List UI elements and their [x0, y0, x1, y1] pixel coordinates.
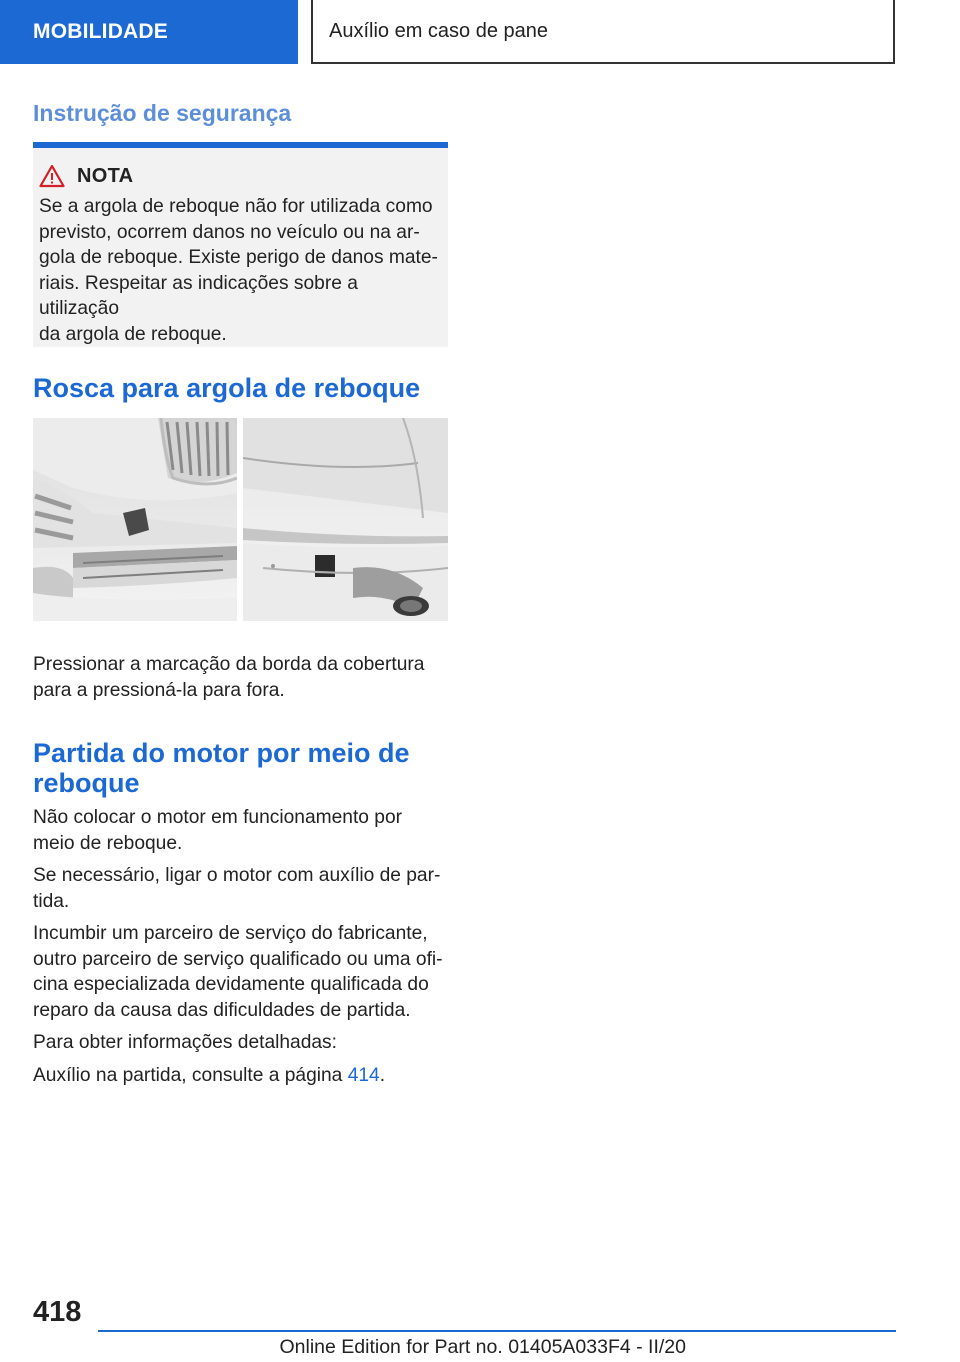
front-bumper-photo	[33, 418, 237, 621]
thread-caption	[33, 652, 448, 703]
paragraph-2	[33, 863, 448, 914]
thread-heading: Rosca para argola de reboque	[33, 373, 421, 403]
p1-line: Não colocar o motor em funcionamento por	[33, 807, 403, 828]
note-text	[39, 194, 442, 347]
p3-line: Incumbir um parceiro de serviço do fabricante,	[33, 923, 428, 944]
p5-end: .	[379, 1064, 386, 1086]
p3-line: cina especializada devidamente qualificada do	[33, 974, 429, 995]
header-section-tab	[0, 0, 298, 64]
note-line: Se a argola de reboque não for utilizada como	[39, 196, 433, 217]
note-box	[33, 148, 448, 347]
header-section-label: MOBILIDADE	[33, 20, 168, 43]
p3-line: outro parceiro de serviço qualificado ou uma ofi-	[33, 948, 443, 970]
paragraph-1	[33, 805, 448, 856]
note-line: da argola de reboque.	[39, 323, 227, 345]
page-reference-link[interactable]: 414	[347, 1064, 380, 1086]
page-number: 418	[33, 1296, 82, 1328]
caption-line: para a pressioná-la para fora.	[33, 679, 285, 701]
p1-line: meio de reboque.	[33, 832, 183, 854]
footer-rule	[98, 1330, 896, 1332]
note-line: riais. Respeitar as indicações sobre a utilização	[39, 272, 358, 319]
paragraph-4: Para obter informações detalhadas:	[33, 1032, 337, 1053]
paragraph-3	[33, 921, 448, 1023]
p2-line: tida.	[33, 890, 70, 912]
caption-line: Pressionar a marcação da borda da cobertura	[33, 654, 425, 675]
note-header	[39, 164, 442, 188]
p3-line: reparo da causa das dificuldades de partida.	[33, 999, 411, 1021]
p2-line: Se necessário, ligar o motor com auxílio de par-	[33, 865, 441, 886]
header-chapter-box	[311, 0, 895, 64]
paragraph-5	[33, 1063, 448, 1089]
rear-bumper-photo	[243, 418, 448, 621]
safety-heading: Instrução de segurança	[33, 100, 292, 126]
note-line: previsto, ocorrem danos no veículo ou na ar-	[39, 221, 420, 243]
header-chapter-label: Auxílio em caso de pane	[329, 19, 549, 42]
p5-text: Auxílio na partida, consulte a página	[33, 1064, 348, 1086]
edition-info: Online Edition for Part no. 01405A033F4 - II/20	[279, 1336, 686, 1358]
note-title: NOTA	[77, 164, 134, 187]
note-line: gola de reboque. Existe perigo de danos mate-	[39, 247, 438, 268]
tow-start-body	[33, 805, 448, 1095]
warning-triangle-icon	[39, 164, 65, 188]
heading-line: Partida do motor por meio de	[33, 738, 410, 768]
heading-line: reboque	[33, 768, 140, 798]
tow-start-heading	[33, 738, 448, 798]
